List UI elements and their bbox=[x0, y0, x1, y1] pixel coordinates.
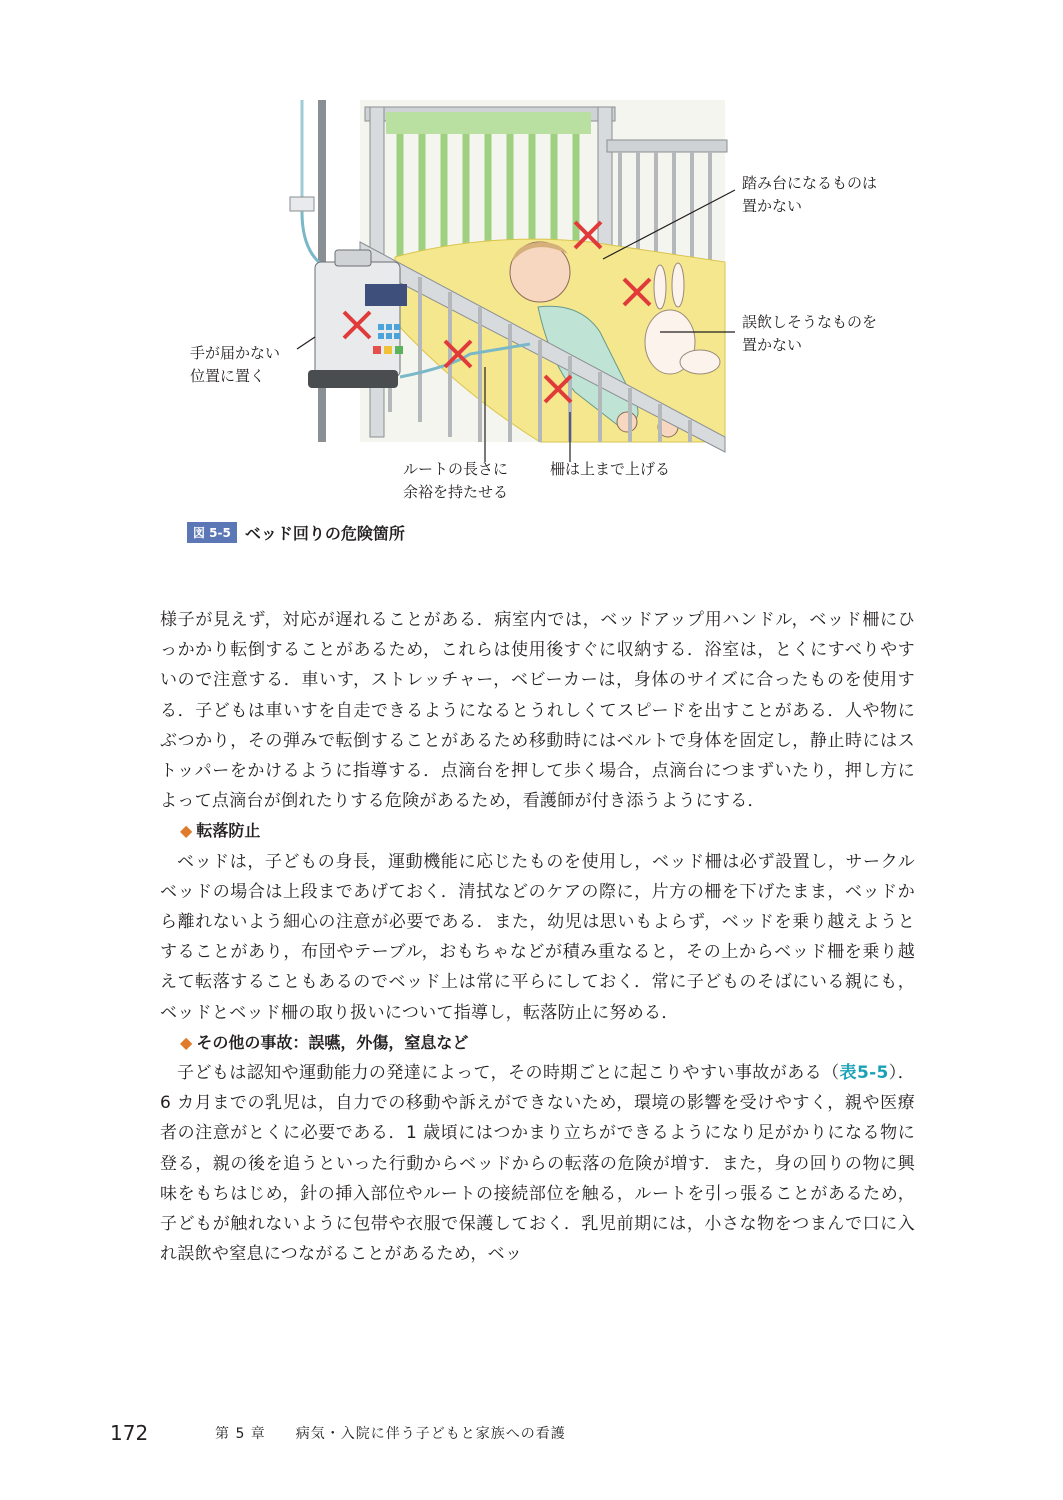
crib-scene-drawing bbox=[160, 92, 920, 512]
heading-text: 転落防止 bbox=[196, 821, 261, 841]
paragraph-3 bbox=[160, 1058, 915, 1269]
figure-number-badge: 図 5-5 bbox=[187, 522, 237, 543]
figure-title: ベッド回りの危険箇所 bbox=[244, 523, 405, 543]
paragraph-1: 様子が見えず，対応が遅れることがある．病室内では，ベッドアップ用ハンドル，ベッド柵にひっかかり転倒することがあるため，これらは使用後すぐに収納する．浴室は，とくにすべりやすいので注意する．車いす，ストレッチャー，ベビーカーは，身体のサイズに合ったものを使用する．子どもは車いすを自走できるようになるとうれしくてスピードを出すことがある．人や物にぶつかり，その弾みで転倒することがあるため移動時にはベルトで身体を固定し，静止時にはストッパーをかけるように指導する．点滴台を押して歩く場合，点滴台につまずいたり，押し方によって点滴台が倒れたりする危険があるため，看護師が付き添うようにする． bbox=[160, 610, 915, 812]
section-heading-fall-prevention bbox=[180, 816, 915, 846]
body-text bbox=[160, 605, 915, 1269]
page-footer bbox=[110, 1418, 960, 1448]
paragraph-3-part-a: 子どもは認知や運動能力の発達によって，その時期ごとに起こりやすい事故がある（ bbox=[177, 1063, 840, 1084]
callout-pump: 手が届かない 位置に置く bbox=[190, 344, 281, 385]
callout-swallow: 誤飲しそうなものを 置かない bbox=[742, 313, 878, 354]
chapter-running-title: 第 5 章 病気・入院に伴う子どもと家族への看護 bbox=[215, 1426, 566, 1442]
section-heading-other-accidents bbox=[180, 1028, 915, 1058]
callout-route: ルートの長さに 余裕を持たせる bbox=[403, 460, 509, 501]
paragraph-3-part-b: ）．6 カ月までの乳児は，自力での移動や訴えができないため，環境の影響を受けやすく，親や医療者の注意がとくに必要である．1 歳頃にはつかまり立ちができるようになり足がかりになる物に登る，親の後を追うといった行動からベッドからの転落の危険が増す．また，身の回りの物に興味をもちはじめ，針の挿入部位やルートの接続部位を触る，ルートを引っ張ることがあるため，子どもが触れないように包帯や衣服で保護しておく．乳児前期には，小さな物をつまんで口に入れ誤飲や窒息につながることがあるため，ベッ bbox=[160, 1063, 915, 1265]
heading-text: その他の事故：誤嚥，外傷，窒息など bbox=[196, 1032, 469, 1052]
diamond-icon: ◆ bbox=[180, 821, 193, 841]
callout-rail: 柵は上まで上げる bbox=[550, 460, 671, 478]
page-number: 172 bbox=[110, 1421, 149, 1445]
bedside-illustration bbox=[160, 92, 920, 512]
diamond-icon: ◆ bbox=[180, 1032, 193, 1052]
table-reference-link[interactable]: 表5-5 bbox=[839, 1063, 889, 1084]
figure-caption bbox=[187, 520, 405, 544]
paragraph-2: ベッドは，子どもの身長，運動機能に応じたものを使用し，ベッド柵は必ず設置し，サークルベッドの場合は上段まであげておく．清拭などのケアの際に，片方の柵を下げたまま，ベッドから離れないよう細心の注意が必要である．また，幼児は思いもよらず，ベッドを乗り越えようとすることがあり，布団やテーブル，おもちゃなどが積み重なると，その上からベッド柵を乗り越えて転落することもあるのでベッド上は常に平らにしておく．常に子どものそばにいる親にも，ベッドとベッド柵の取り扱いについて指導し，転落防止に努める． bbox=[160, 851, 915, 1023]
callout-stepstool: 踏み台になるものは 置かない bbox=[742, 174, 878, 215]
